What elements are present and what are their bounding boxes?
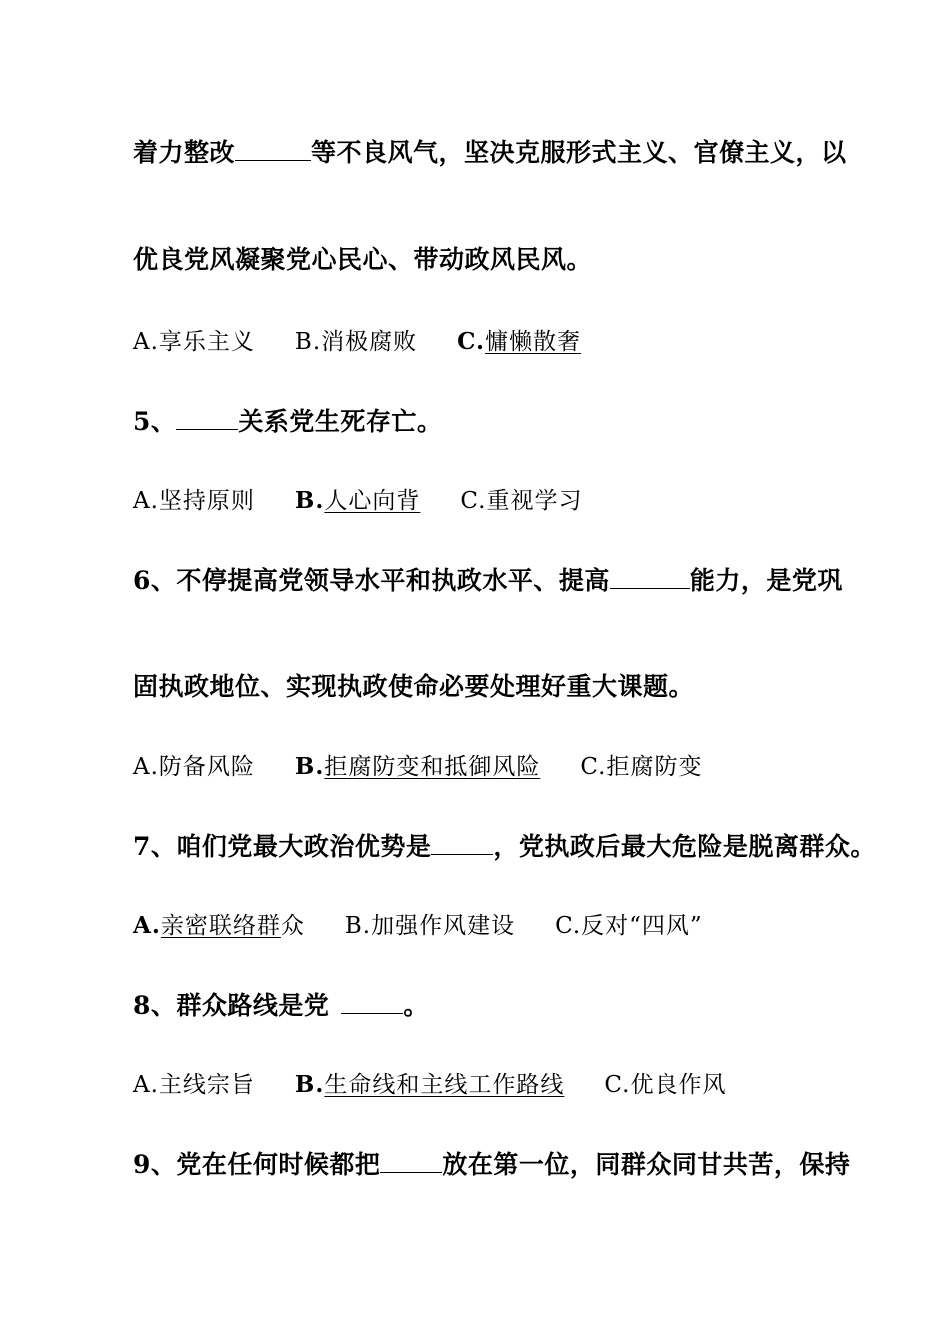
- option-b-letter: B.: [294, 487, 325, 514]
- question-6-text-b: 能力，是党巩: [689, 566, 843, 595]
- option-a: A.享乐主义: [133, 329, 255, 355]
- question-6-text-a: 6、不停提高党领导水平和执政水平、提高: [133, 566, 610, 595]
- option-b: B.消极腐败: [294, 329, 418, 355]
- question-6-options: [133, 748, 702, 781]
- question-8-text-a: 8、群众路线是党: [133, 991, 330, 1020]
- question-8-options: [133, 1066, 726, 1099]
- question-5-options: [133, 482, 582, 515]
- question-5-number: 5、: [133, 407, 177, 436]
- option-a: A.主线宗旨: [133, 1072, 255, 1098]
- question-4-line-2: [133, 240, 592, 276]
- option-b-text: 生命线和主线工作路线: [324, 1072, 565, 1098]
- question-9-text-a: 9、党在任何时候都把: [133, 1150, 381, 1179]
- question-7-options: [133, 907, 703, 940]
- question-7-text-a: 7、咱们党最大政治优势是: [133, 832, 432, 861]
- option-c-text: 慵懒散奢: [485, 329, 582, 355]
- option-a: A.防备风险: [133, 754, 255, 780]
- option-a: A.坚持原则: [133, 488, 255, 514]
- question-4-text-c: 优良党风凝聚党心民心、带动政风民风。: [133, 245, 593, 274]
- question-6-line-2: [133, 667, 694, 703]
- question-7: [133, 827, 876, 863]
- option-c-letter: C.: [457, 328, 486, 355]
- option-c: C.反对“四风”: [555, 913, 703, 939]
- question-4-options: [133, 323, 581, 356]
- answer-blank: [176, 407, 238, 431]
- question-4-text-b: 等不良风气，坚决克服形式主义、官僚主义，以: [311, 138, 847, 167]
- question-6-text-c: 固执政地位、实现执政使命必要处理好重大课题。: [133, 672, 695, 701]
- option-b-text: 人心向背: [324, 488, 421, 514]
- answer-blank: [610, 566, 690, 590]
- question-8-text-b: 。: [403, 991, 429, 1020]
- option-a-tail: 众: [280, 913, 305, 939]
- answer-blank: [380, 1150, 442, 1174]
- answer-blank: [431, 832, 493, 856]
- option-c: C.优良作风: [604, 1072, 727, 1098]
- answer-blank: [341, 991, 403, 1015]
- question-9-text-b: 放在第一位，同群众同甘共苦，保持: [442, 1150, 851, 1179]
- option-a-text: 亲密联络群: [160, 913, 281, 939]
- option-c: C.重视学习: [460, 488, 583, 514]
- option-a-letter: A.: [133, 912, 161, 939]
- question-9: [133, 1145, 850, 1181]
- option-b: B.加强作风建设: [344, 913, 516, 939]
- option-b-text: 拒腐防变和抵御风险: [324, 754, 541, 780]
- answer-blank: [235, 138, 311, 162]
- question-8: [133, 986, 429, 1022]
- question-4-line-1: [133, 133, 847, 169]
- question-7-text-b: ，党执政后最大危险是脱离群众。: [493, 832, 876, 861]
- question-6-line-1: [133, 561, 843, 597]
- question-4-text-a: 着力整改: [133, 138, 236, 167]
- question-5: [133, 402, 442, 438]
- option-c: C.拒腐防变: [580, 754, 703, 780]
- question-5-text: 关系党生死存亡。: [238, 407, 443, 436]
- option-b-letter: B.: [294, 1071, 325, 1098]
- option-b-letter: B.: [294, 753, 325, 780]
